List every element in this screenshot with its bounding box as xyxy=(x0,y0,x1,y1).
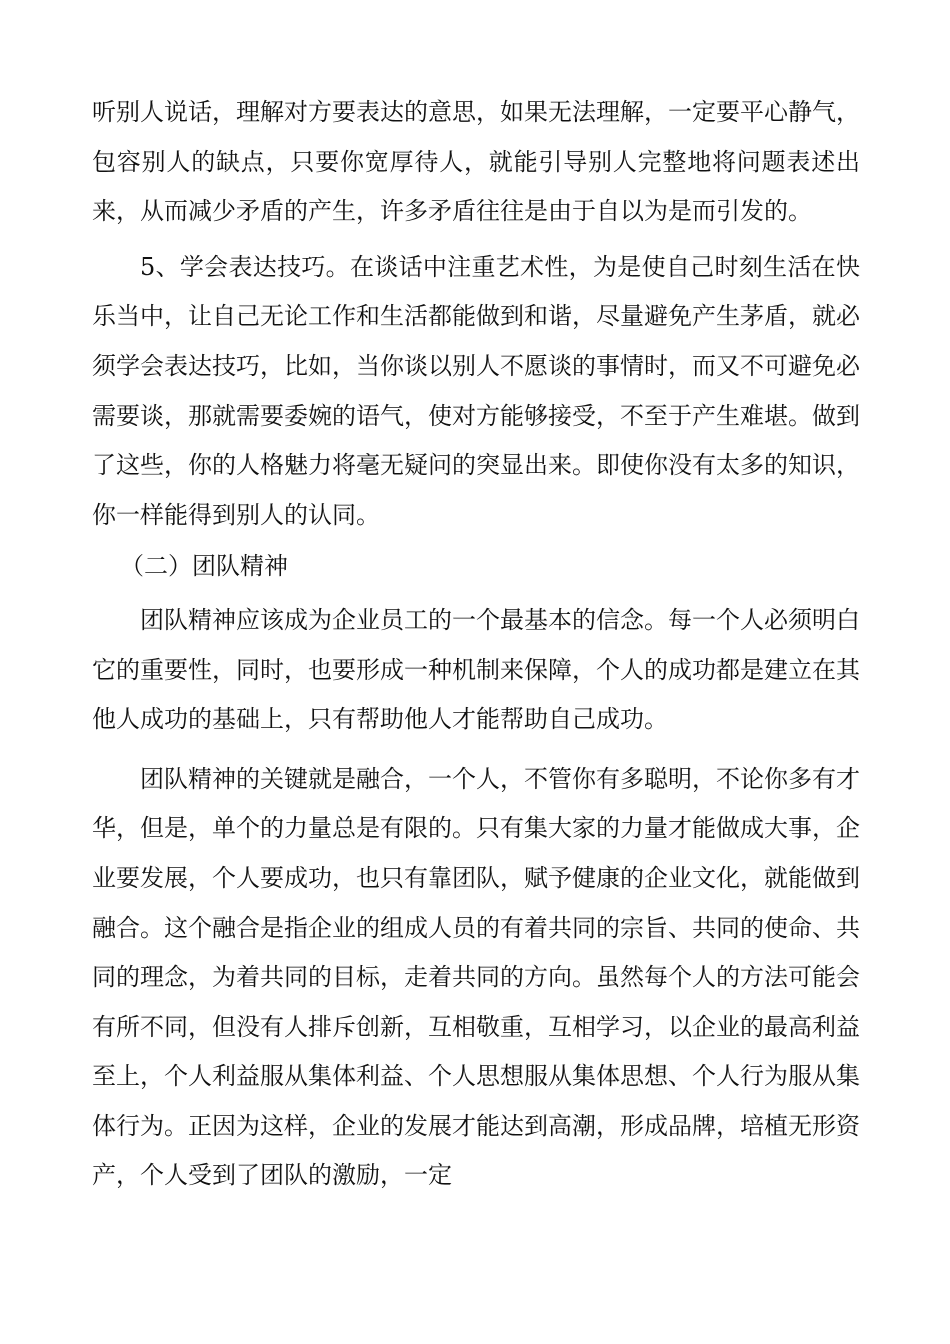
paragraph-expression-skills: 5、学会表达技巧。在谈话中注重艺术性，为是使自己时刻生活在快乐当中，让自己无论工作和生活都能做到和谐，尽量避免产生茅盾，就必须学会表达技巧，比如，当你谈以别人不愿谈的事情时，而又不可避免必需要谈，那就需要委婉的语气，使对方能够接受，不至于产生难堪。做到了这些，你的人格魅力将毫无疑问的突显出来。即使你没有太多的知识，你一样能得到别人的认同。 xyxy=(92,252,860,529)
section-heading-team-spirit: （二）团队精神 xyxy=(120,552,288,581)
paragraph-team-spirit-belief: 团队精神应该成为企业员工的一个最基本的信念。每一个人必须明白它的重要性，同时，也要形成一种机制来保障，个人的成功都是建立在其他人成功的基础上，只有帮助他人才能帮助自己成功。 xyxy=(92,605,860,734)
paragraph-continuation: 听别人说话，理解对方要表达的意思，如果无法理解，一定要平心静气，包容别人的缺点，只要你宽厚待人，就能引导别人完整地将问题表述出来，从而减少矛盾的产生，许多矛盾往往是由于自以为是而引发的。 xyxy=(92,98,860,226)
paragraph-team-spirit-fusion: 团队精神的关键就是融合，一个人，不管你有多聪明，不论你多有才华，但是，单个的力量总是有限的。只有集大家的力量才能做成大事，企业要发展，个人要成功，也只有靠团队，赋予健康的企业文化，就能做到融合。这个融合是指企业的组成人员的有着共同的宗旨、共同的使命、共同的理念，为着共同的目标，走着共同的方向。虽然每个人的方法可能会有所不同，但没有人排斥创新，互相敬重，互相学习，以企业的最高利益至上，个人利益服从集体利益、个人思想服从集体思想、个人行为服从集体行为。正因为这样，企业的发展才能达到高潮，形成品牌，培植无形资产，个人受到了团队的激励，一定 xyxy=(92,764,860,1190)
